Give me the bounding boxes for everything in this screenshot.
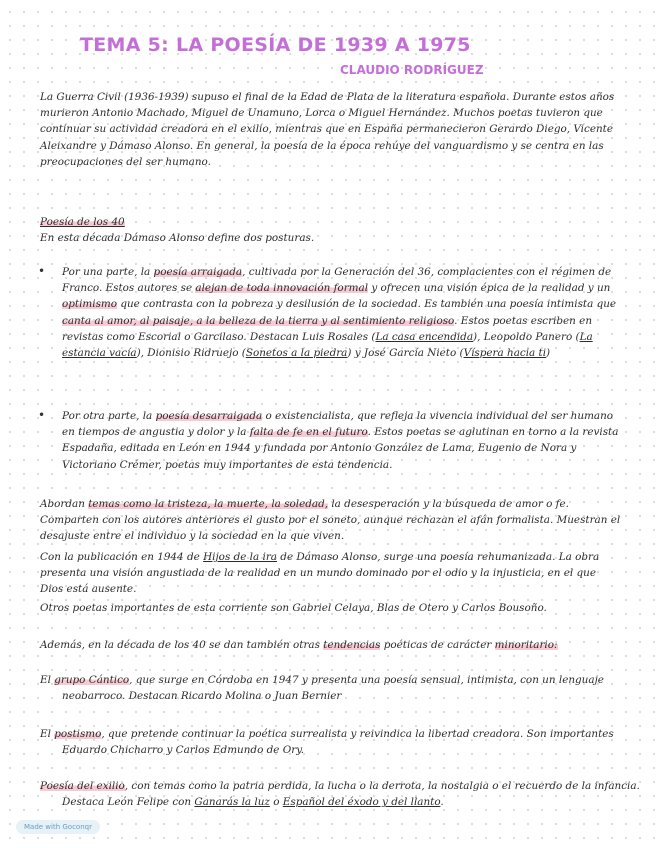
section-40-lead: En esta década Dámaso Alonso define dos posturas.	[40, 232, 315, 244]
arraigada-paragraph: Por una parte, la poesía arraigada, cultivada por la Generación del 36, complacientes con el régimen de Franco. Estos autores se alejan de toda innovación formal y ofrecen una visión épica de la realidad y un optimismo que contrasta con la pobreza y desilusión de la sociedad. Es también una poesía intimista que canta al amor, al paisaje, a la belleza de la tierra y al sentimiento religioso. Estos poetas escriben en revistas como Escorial o Garcilaso. Destacan Luis Rosales (La casa encendida), Leopoldo Panero (La estancia vacía), Dionisio Ridruejo (Sonetos a la piedra) y José García Nieto (Víspera hacia ti)	[62, 266, 617, 360]
others-paragraph: Otros poetas importantes de esta corriente son Gabriel Celaya, Blas de Otero y Carlos Bousoño.	[40, 602, 547, 614]
section-40-heading: Poesía de los 40	[40, 216, 125, 228]
exilio-paragraph: Poesía del exilio, con temas como la patria perdida, la lucha o la derrota, la nostalgia o el recuerdo de la infancia. Destaca León Felipe con Ganarás la luz o Español del éxodo y del llanto.	[40, 780, 640, 809]
cantico-paragraph: El grupo Cántico, que surge en Córdoba en 1947 y presenta una poesía sensual, intimista, con un lenguaje neobarroco. Destacan Ricardo Molina o Juan Bernier	[40, 674, 604, 703]
themes-paragraph: Abordan temas como la tristeza, la muerte, la soledad, la desesperación y la búsqueda de amor o fe. Comparten con los autores anteriores el gusto por el soneto, aunque rechazan el afán formalista. Muestran el desajuste entre el individuo y la sociedad en la que viven.	[40, 498, 621, 543]
page-subtitle: CLAUDIO RODRÍGUEZ	[340, 63, 484, 77]
bullet-desarraigada: •	[38, 408, 46, 422]
intro-paragraph: La Guerra Civil (1936-1939) supuso el final de la Edad de Plata de la literatura española. Durante estos años murieron Antonio Machado, Miguel de Unamuno, Lorca o Miguel Hernández. Muchos poetas tuvieron que continuar su actividad creadora en el exilio, mientras que en España permanecieron Gerardo Diego, Vicente Aleixandre y Dámaso Alonso. En general, la poesía de la época rehúye del vanguardismo y se centra en las preocupaciones del ser humano.	[40, 91, 615, 168]
postismo-paragraph: El postismo, que pretende continuar la poética surrealista y reivindica la libertad creadora. Son importantes Eduardo Chicharro y Carlos Edmundo de Ory.	[40, 728, 614, 757]
page-title: TEMA 5: LA POESÍA DE 1939 A 1975	[80, 34, 471, 56]
bullet-arraigada: •	[38, 264, 46, 278]
made-with-badge[interactable]: Made with Goconqr	[16, 820, 100, 834]
hijos-paragraph: Con la publicación en 1944 de Hijos de la ira de Dámaso Alonso, surge una poesía rehumanizada. La obra presenta una visión angustiada de la realidad en un mundo dominado por el odio y la injusticia, en el que Dios está ausente.	[40, 551, 600, 596]
minor-trends-paragraph: Además, en la década de los 40 se dan también otras tendencias poéticas de carácter minoritario:	[40, 639, 558, 651]
desarraigada-paragraph: Por otra parte, la poesía desarraigada o existencialista, que refleja la vivencia individual del ser humano en tiempos de angustia y dolor y la falta de fe en el futuro. Estos poetas se aglutinan en torno a la revista Espadaña, editada en León en 1944 y fundada por Antonio González de Lama, Eugenio de Nora y Victoriano Crémer, poetas muy importantes de esta tendencia.	[62, 410, 619, 471]
